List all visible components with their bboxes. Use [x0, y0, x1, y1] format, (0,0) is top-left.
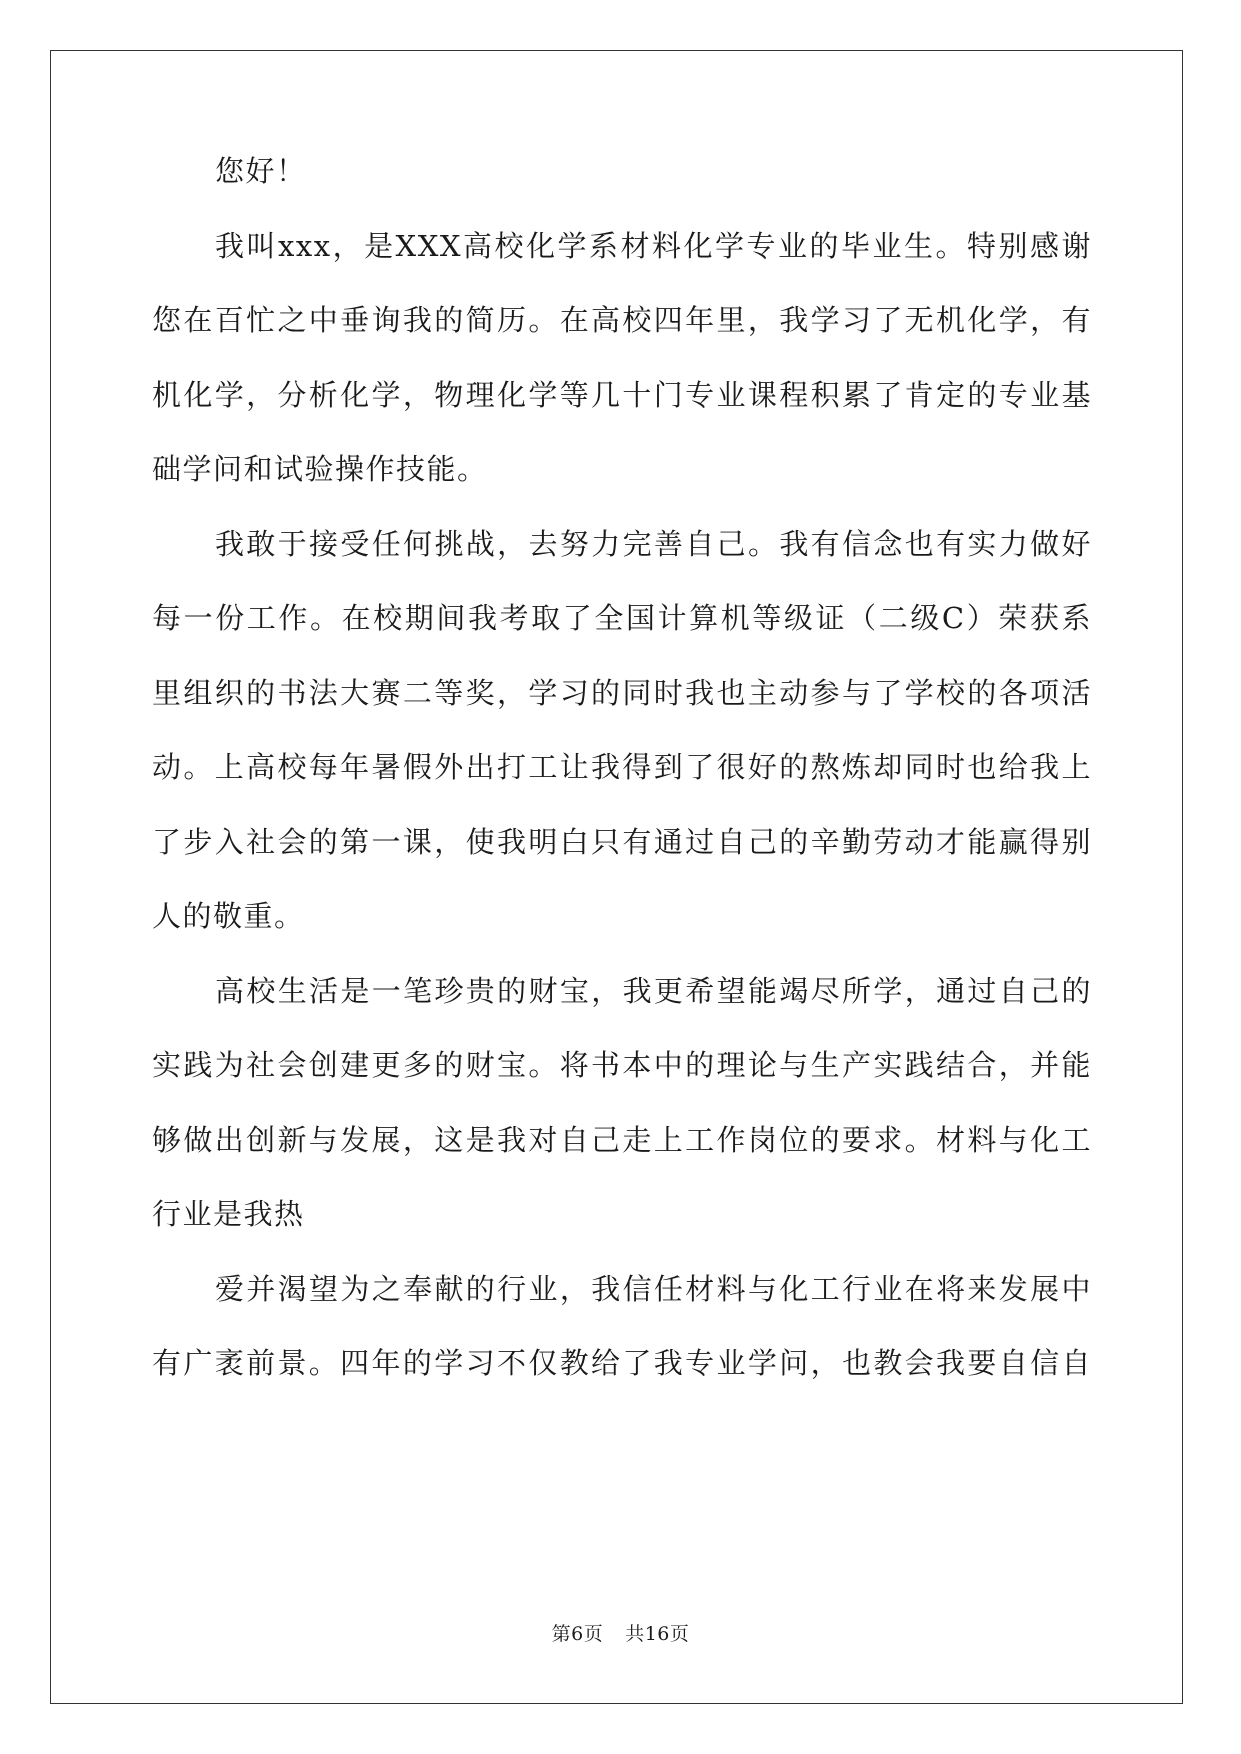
paragraph-line: 您在百忙之中垂询我的简历。在高校四年里，我学习了无机化学，有 [152, 303, 1092, 337]
paragraph-line: 础学问和试验操作技能。 [152, 452, 488, 486]
paragraph-line: 爱并渴望为之奉献的行业，我信任材料与化工行业在将来发展中 [215, 1272, 1092, 1306]
paragraph-line: 了步入社会的第一课，使我明白只有通过自己的辛勤劳动才能赢得别 [152, 825, 1092, 859]
page-footer [0, 1622, 1241, 1646]
page-number: 第6页 [551, 1623, 604, 1645]
page-total: 共16页 [625, 1623, 690, 1645]
paragraph-line: 我敢于接受任何挑战，去努力完善自己。我有信念也有实力做好 [215, 527, 1092, 561]
paragraph-line: 实践为社会创建更多的财宝。将书本中的理论与生产实践结合，并能 [152, 1048, 1092, 1082]
paragraph-line: 动。上高校每年暑假外出打工让我得到了很好的熬炼却同时也给我上 [152, 750, 1092, 784]
greeting-line: 您好！ [215, 154, 307, 188]
page-border [50, 50, 1183, 1704]
paragraph-line: 我叫xxx，是XXX高校化学系材料化学专业的毕业生。特别感谢 [215, 229, 1092, 263]
paragraph-line: 人的敬重。 [152, 899, 305, 933]
paragraph-line: 行业是我热 [152, 1197, 305, 1231]
paragraph-line: 有广袤前景。四年的学习不仅教给了我专业学问，也教会我要自信自 [152, 1346, 1092, 1380]
paragraph-line: 里组织的书法大赛二等奖，学习的同时我也主动参与了学校的各项活 [152, 676, 1092, 710]
paragraph-line: 机化学，分析化学，物理化学等几十门专业课程积累了肯定的专业基 [152, 378, 1092, 412]
paragraph-line: 够做出创新与发展，这是我对自己走上工作岗位的要求。材料与化工 [152, 1123, 1092, 1157]
paragraph-line: 高校生活是一笔珍贵的财宝，我更希望能竭尽所学，通过自己的 [215, 974, 1092, 1008]
paragraph-line: 每一份工作。在校期间我考取了全国计算机等级证（二级C）荣获系 [152, 601, 1092, 635]
